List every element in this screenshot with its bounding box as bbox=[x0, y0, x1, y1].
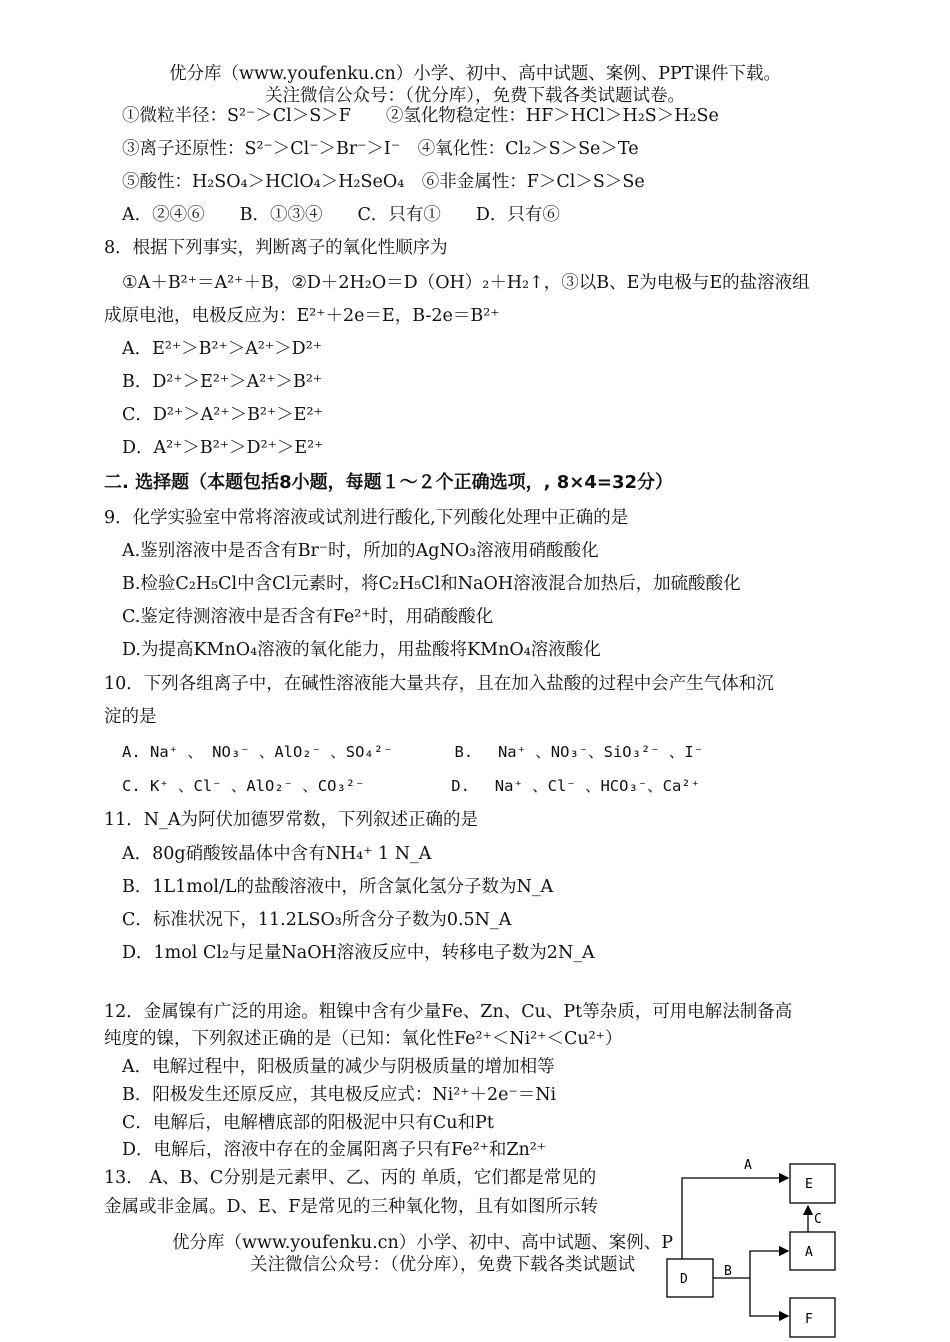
q13-line-2: 金属或非金属。D、E、F是常见的三种氧化物，且有如图所示转 bbox=[104, 1197, 598, 1217]
arrow-label-b: B bbox=[724, 1264, 732, 1279]
q11-option-b: B．1L1mol/L的盐酸溶液中，所含氯化氢分子数为N_A bbox=[122, 877, 554, 897]
header-line-1: 优分库（www.youfenku.cn）小学、初中、高中试题、案例、PPT课件下载。 bbox=[169, 64, 781, 84]
box-e-label: E bbox=[805, 1177, 813, 1192]
conversion-diagram bbox=[640, 1148, 850, 1342]
q8-facts-2: 成原电池，电极反应为：E²⁺＋2e＝E，B-2e＝B²⁺ bbox=[104, 306, 500, 326]
q7-row-3: ⑤酸性：H₂SO₄＞HClO₄＞H₂SeO₄ ⑥非金属性：F＞Cl＞S＞Se bbox=[122, 172, 645, 192]
q7-row-2: ③离子还原性：S²⁻＞Cl⁻＞Br⁻＞I⁻ ④氧化性：Cl₂＞S＞Se＞Te bbox=[122, 139, 639, 159]
arrow-d-to-f bbox=[750, 1278, 788, 1316]
q8-stem: 8．根据下列事实，判断离子的氧化性顺序为 bbox=[104, 238, 448, 258]
header-line-2: 关注微信公众号：（优分库），免费下载各类试题试卷。 bbox=[265, 86, 685, 106]
q10-stem-2: 淀的是 bbox=[104, 707, 157, 727]
arrow-label-a: A bbox=[744, 1158, 752, 1173]
q7-options: A．②④⑥ B．①③④ C．只有① D．只有⑥ bbox=[122, 205, 560, 225]
q12-option-a: A．电解过程中，阳极质量的减少与阴极质量的增加相等 bbox=[122, 1057, 555, 1077]
q8-option-a: A．E²⁺＞B²⁺＞A²⁺＞D²⁺ bbox=[122, 339, 322, 359]
q8-option-b: B．D²⁺＞E²⁺＞A²⁺＞B²⁺ bbox=[122, 372, 323, 392]
box-d bbox=[667, 1259, 713, 1297]
arrow-d-to-e bbox=[682, 1178, 788, 1259]
arrow-label-c: C bbox=[814, 1212, 822, 1227]
q12-stem-2: 纯度的镍，下列叙述正确的是（已知：氧化性Fe²⁺＜Ni²⁺＜Cu²⁺） bbox=[104, 1029, 623, 1049]
q8-facts-1: ①A＋B²⁺＝A²⁺＋B，②D＋2H₂O＝D（OH）₂＋H₂↑，③以B、E为电极与E的盐溶液组 bbox=[122, 273, 810, 293]
q13-line-1: 13． A、B、C分别是元素甲、乙、丙的 单质，它们都是常见的 bbox=[104, 1168, 597, 1188]
q9-option-b: B.检验C₂H₅Cl中含Cl元素时，将C₂H₅Cl和NaOH溶液混合加热后，加硫酸酸化 bbox=[122, 574, 741, 594]
q9-option-a: A.鉴别溶液中是否含有Br⁻时，所加的AgNO₃溶液用硝酸酸化 bbox=[122, 541, 599, 561]
q10-stem-1: 10．下列各组离子中，在碱性溶液能大量共存，且在加入盐酸的过程中会产生气体和沉 bbox=[104, 674, 774, 694]
q10-options-ab: A. Na⁺ 、 NO₃⁻ 、AlO₂⁻ 、SO₄²⁻ B. Na⁺ 、NO₃⁻、SiO₃²⁻ 、I⁻ bbox=[122, 743, 704, 761]
q10-options-cd: C. K⁺ 、Cl⁻ 、AlO₂⁻ 、CO₃²⁻ D. Na⁺ 、Cl⁻ 、HCO₃⁻、Ca²⁺ bbox=[122, 777, 700, 795]
q12-option-b: B．阳极发生还原反应，其电极反应式：Ni²⁺＋2e⁻＝Ni bbox=[122, 1085, 557, 1105]
footer-line-2: 关注微信公众号：（优分库），免费下载各类试题试 bbox=[250, 1255, 635, 1275]
q9-option-d: D.为提高KMnO₄溶液的氧化能力，用盐酸将KMnO₄溶液酸化 bbox=[122, 640, 601, 660]
q12-stem-1: 12．金属镍有广泛的用途。粗镍中含有少量Fe、Zn、Cu、Pt等杂质，可用电解法制备高 bbox=[104, 1002, 793, 1022]
box-d-label: D bbox=[680, 1272, 688, 1287]
q11-option-c: C．标准状况下，11.2LSO₃所含分子数为0.5N_A bbox=[122, 910, 512, 930]
q8-option-c: C．D²⁺＞A²⁺＞B²⁺＞E²⁺ bbox=[122, 405, 323, 425]
q7-row-1: ①微粒半径：S²⁻＞Cl＞S＞F ②氢化物稳定性：HF＞HCl＞H₂S＞H₂Se bbox=[122, 106, 719, 126]
q9-stem: 9．化学实验室中常将溶液或试剂进行酸化,下列酸化处理中正确的是 bbox=[104, 508, 629, 528]
arrow-d-to-a bbox=[750, 1251, 788, 1278]
q11-option-d: D．1mol Cl₂与足量NaOH溶液反应中，转移电子数为2N_A bbox=[122, 943, 595, 963]
section-2-heading: 二. 选择题（本题包括8小题，每题１～２个正确选项，, 8×4=32分） bbox=[104, 472, 673, 493]
q9-option-c: C.鉴定待测溶液中是否含有Fe²⁺时，用硝酸酸化 bbox=[122, 607, 494, 627]
q8-option-d: D．A²⁺＞B²⁺＞D²⁺＞E²⁺ bbox=[122, 438, 324, 458]
q12-option-d: D．电解后，溶液中存在的金属阳离子只有Fe²⁺和Zn²⁺ bbox=[122, 1140, 547, 1160]
box-f-label: F bbox=[805, 1312, 813, 1327]
q12-option-c: C．电解后，电解槽底部的阳极泥中只有Cu和Pt bbox=[122, 1113, 494, 1133]
q11-stem: 11．N_A为阿伏加德罗常数，下列叙述正确的是 bbox=[104, 810, 478, 830]
box-a-label: A bbox=[805, 1245, 813, 1260]
footer-line-1: 优分库（www.youfenku.cn）小学、初中、高中试题、案例、P bbox=[172, 1233, 674, 1253]
q11-option-a: A．80g硝酸铵晶体中含有NH₄⁺ 1 N_A bbox=[122, 844, 432, 864]
